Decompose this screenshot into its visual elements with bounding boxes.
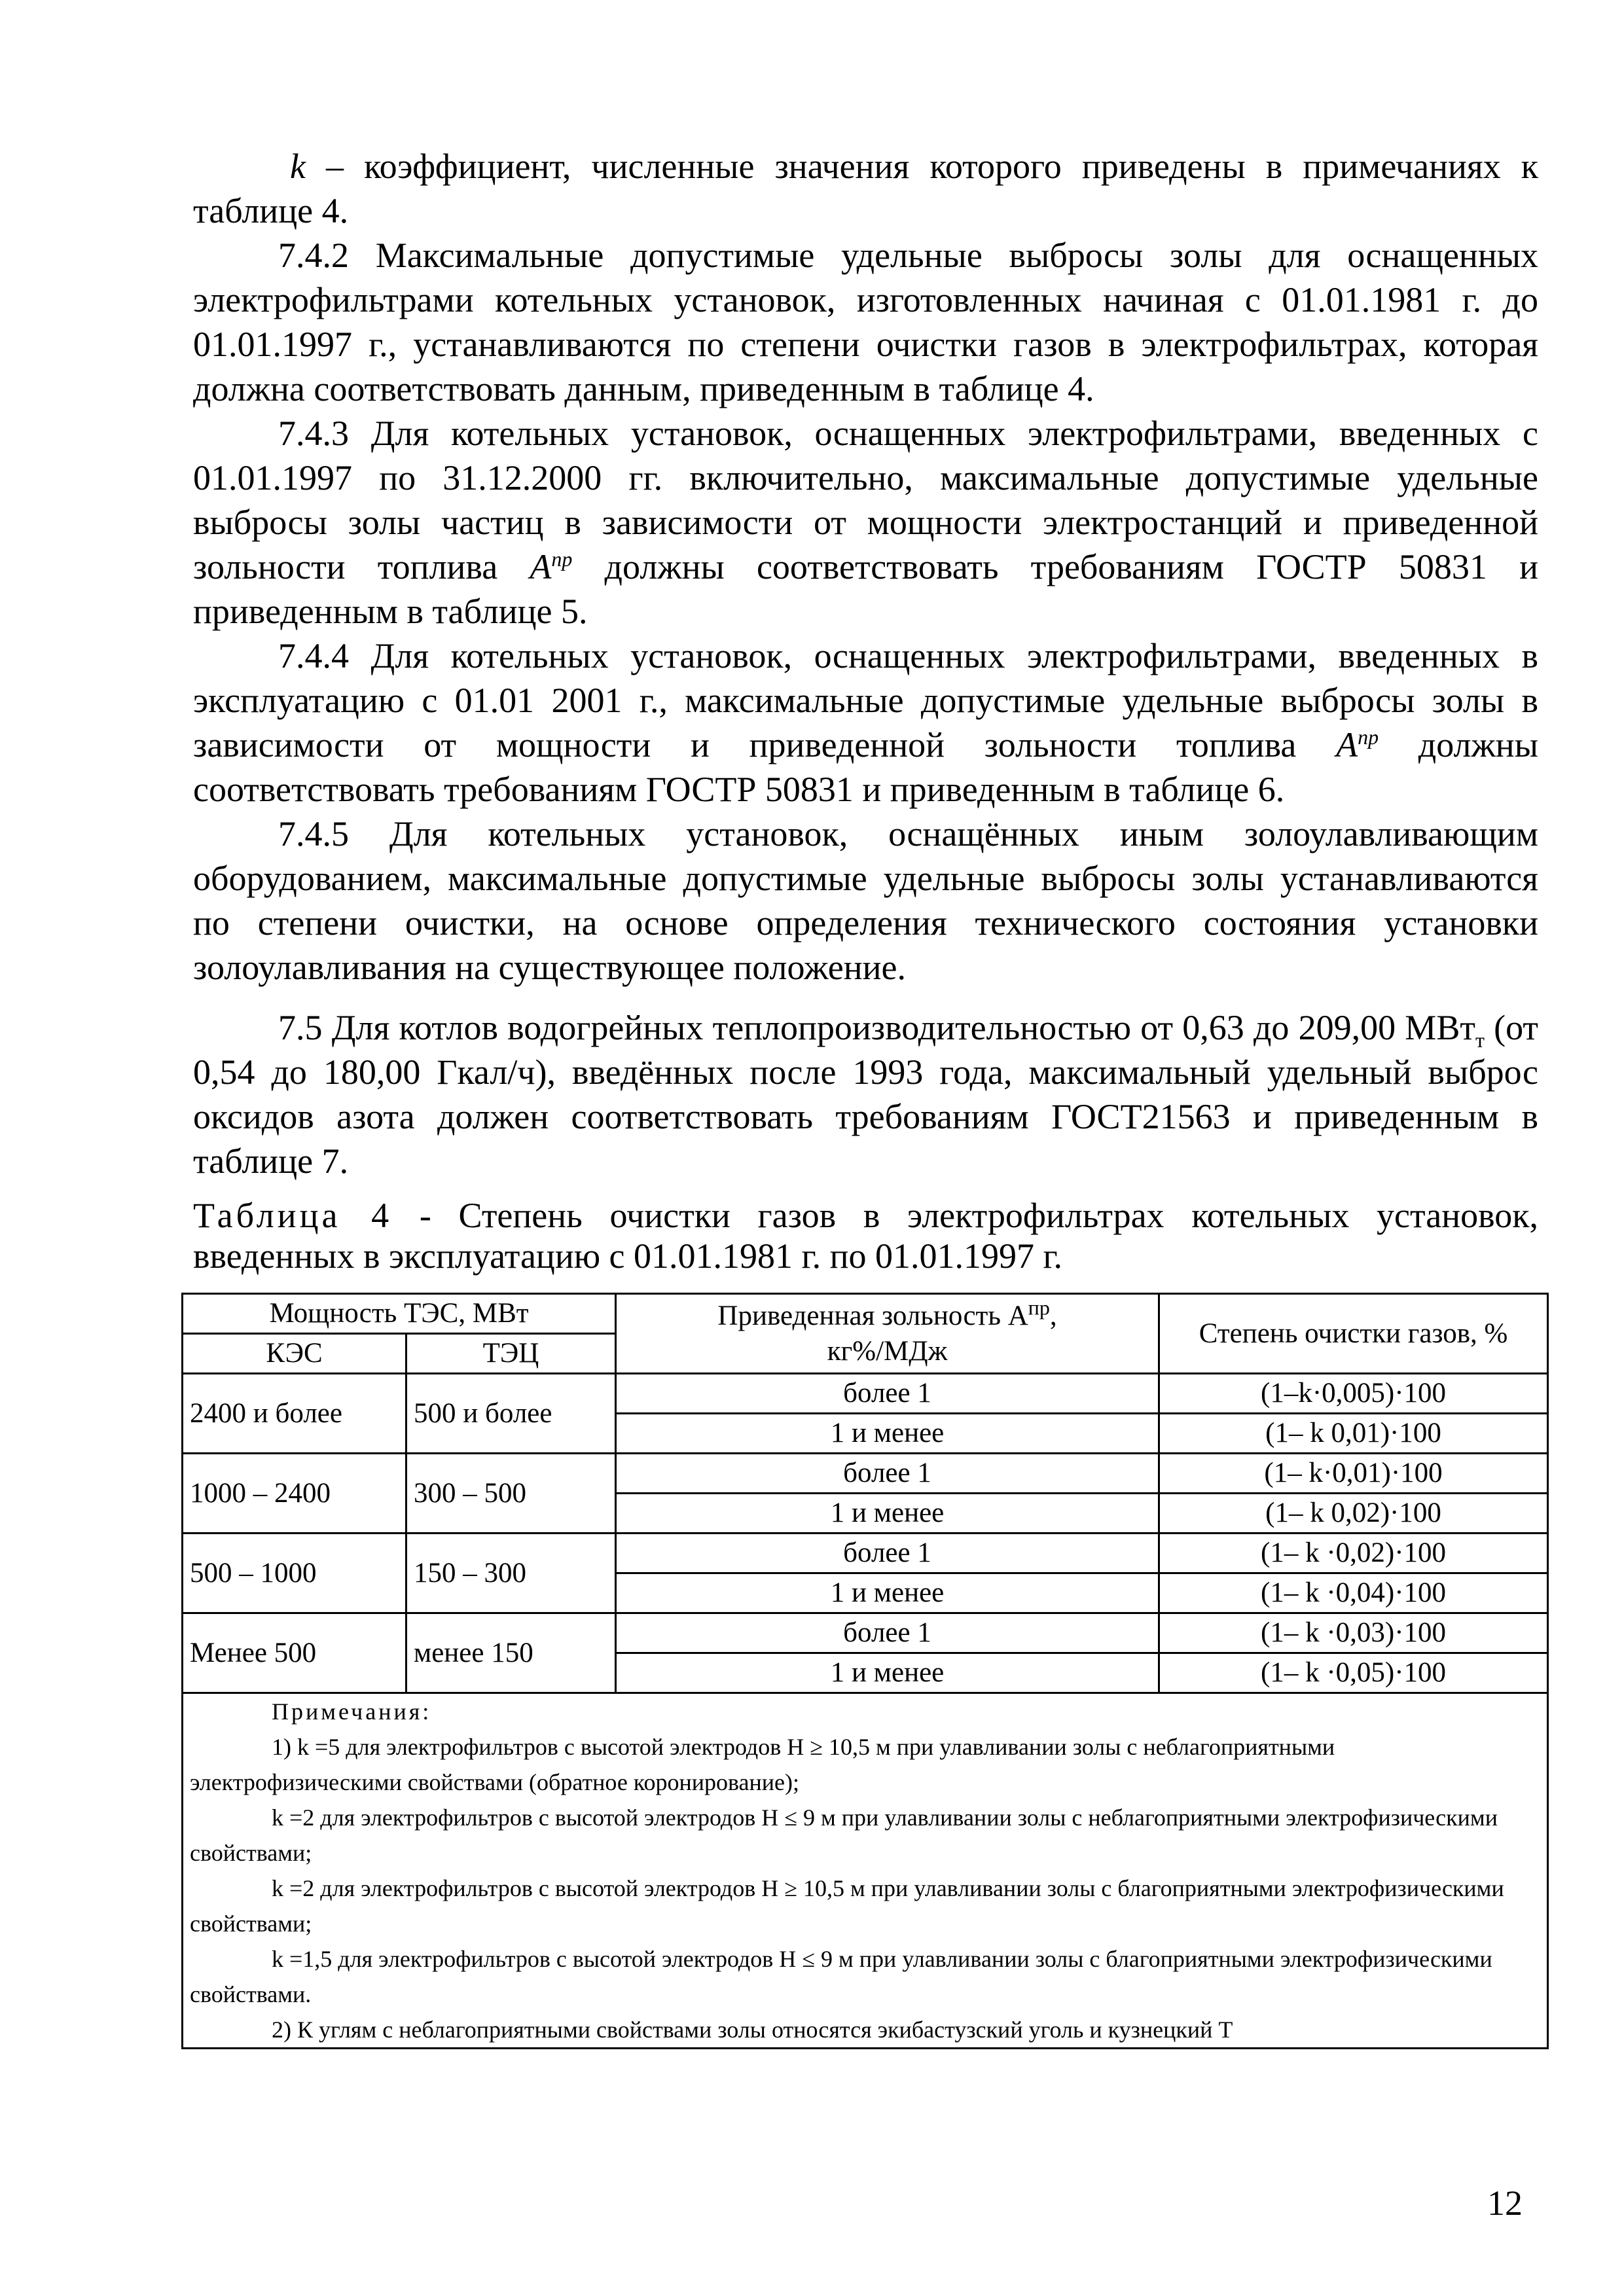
page-number: 12 — [1487, 2183, 1523, 2223]
cell-ash: более 1 — [616, 1454, 1159, 1494]
note-line: 2) К углям с неблагоприятными свойствами золы относятся экибастузский уголь и кузнецкий Т — [272, 2017, 1233, 2043]
paragraph-7-5 — [193, 1005, 1538, 1183]
header-degree: Степень очистки газов, % — [1159, 1294, 1548, 1374]
cell-degree: (1– k ·0,04)·100 — [1159, 1573, 1548, 1613]
cell-ash: более 1 — [616, 1534, 1159, 1573]
table-notes-row — [183, 1693, 1548, 2049]
cell-tec: 500 и более — [406, 1374, 616, 1454]
header-ash-comma: , — [1049, 1300, 1057, 1331]
paragraph-7-4-5: 7.4.5 Для котельных установок, оснащённых иным золоулавливающим оборудованием, максимальные допустимые удельные выбросы золы устанавливаются по степени очистки, на основе определения технического состояния установки золоулавливания на существующее положение. — [193, 814, 1538, 987]
table-row — [183, 1454, 1548, 1494]
cell-kes: 500 – 1000 — [183, 1534, 406, 1613]
table-4-caption-label: Таблица 4 — [193, 1196, 393, 1235]
cell-kes: 1000 – 2400 — [183, 1454, 406, 1534]
cell-kes: Менее 500 — [183, 1613, 406, 1693]
header-power: Мощность ТЭС, МВт — [183, 1294, 616, 1334]
cell-ash: более 1 — [616, 1374, 1159, 1414]
p744-text-a: 7.4.4 Для котельных установок, оснащенных электрофильтрами, введенных в эксплуатацию с 01.01 2001 г., максимальные допустимые удельные выбросы золы в зависимости от мощности и приведенной зольности топлива — [193, 636, 1538, 764]
table-header-row-1 — [183, 1294, 1548, 1334]
p743-superscript-text: пр — [551, 547, 573, 571]
cell-ash: 1 и менее — [616, 1494, 1159, 1534]
header-ash-line1: Приведенная зольность А — [717, 1300, 1028, 1331]
p744-text-b: должны соответствовать требованиям ГОСТР 50831 и приведенным в таблице 6. — [193, 725, 1538, 809]
p743-variable: A — [530, 547, 552, 586]
k-variable: k — [290, 147, 306, 186]
table-4-caption-text: - Степень очистки газов в электрофильтрах котельных установок, введенных в эксплуатацию с 01.01.1981 г. по 01.01.1997 г. — [193, 1196, 1538, 1276]
cell-degree: (1– k 0,02)·100 — [1159, 1494, 1548, 1534]
cell-ash: 1 и менее — [616, 1653, 1159, 1693]
p744-superscript — [1358, 725, 1379, 749]
note-line: k =2 для электрофильтров с высотой электродов H ≤ 9 м при улавливании золы с неблагоприятными электрофизическими свойствами; — [190, 1804, 1498, 1866]
cell-tec: 300 – 500 — [406, 1454, 616, 1534]
cell-degree: (1– k ·0,02)·100 — [1159, 1534, 1548, 1573]
cell-ash: более 1 — [616, 1613, 1159, 1653]
p743-text-a: 7.4.3 Для котельных установок, оснащенных электрофильтрами, введенных с 01.01.1997 по 31.12.2000 гг. включительно, максимальные допустимые удельные выбросы золы частиц в зависимости от мощности электростанций и приведенной зольности топлива — [193, 414, 1538, 586]
p744-variable: A — [1336, 725, 1358, 764]
p743-superscript — [551, 547, 572, 571]
header-ash-line2: кг%/МДж — [827, 1335, 948, 1367]
p744-superscript-text: пр — [1358, 725, 1379, 749]
note-line: k =1,5 для электрофильтров с высотой электродов H ≤ 9 м при улавливании золы с благоприятными электрофизическими свойствами. — [190, 1946, 1492, 2007]
header-kes: КЭС — [183, 1334, 406, 1374]
paragraph-7-4-3 — [193, 411, 1538, 634]
cell-degree: (1– k ·0,05)·100 — [1159, 1653, 1548, 1693]
notes-title: Примечания: — [272, 1698, 432, 1725]
cell-ash: 1 и менее — [616, 1414, 1159, 1454]
table-row — [183, 1374, 1548, 1414]
cell-tec: менее 150 — [406, 1613, 616, 1693]
table-4-caption — [193, 1195, 1538, 1276]
p75-text-b: (от 0,54 до 180,00 Гкал/ч), введённых после 1993 года, максимальный удельный выброс оксидов азота должен соответствовать требованиям ГОСТ21563 и приведенным в таблице 7. — [193, 1008, 1538, 1181]
note-line: k =2 для электрофильтров с высотой электродов H ≥ 10,5 м при улавливании золы с благоприятными электрофизическими свойствами; — [190, 1875, 1504, 1937]
p75-subscript: т — [1475, 1028, 1485, 1052]
cell-kes: 2400 и более — [183, 1374, 406, 1454]
note-line: 1) k =5 для электрофильтров с высотой электродов H ≥ 10,5 м при улавливании золы с неблагоприятными электрофизическими свойствами (обратное коронирование); — [190, 1734, 1335, 1795]
cell-degree: (1– k·0,01)·100 — [1159, 1454, 1548, 1494]
p743-text-b: должны соответствовать требованиям ГОСТР 50831 и приведенным в таблице 5. — [193, 547, 1538, 631]
paragraph-7-4-4 — [193, 634, 1538, 812]
cell-degree: (1–k·0,005)·100 — [1159, 1374, 1548, 1414]
table-row — [183, 1613, 1548, 1653]
cell-tec: 150 – 300 — [406, 1534, 616, 1613]
paragraph-k-definition — [193, 144, 1538, 233]
header-ash — [616, 1294, 1159, 1374]
cell-degree: (1– k ·0,03)·100 — [1159, 1613, 1548, 1653]
table-notes — [183, 1693, 1548, 2049]
table-4 — [181, 1293, 1549, 2049]
cell-degree: (1– k 0,01)·100 — [1159, 1414, 1548, 1454]
p75-text-a: 7.5 Для котлов водогрейных теплопроизводительностью от 0,63 до 209,00 МВт — [278, 1008, 1475, 1047]
paragraph-7-4-2: 7.4.2 Максимальные допустимые удельные выбросы золы для оснащенных электрофильтрами котельных установок, изготовленных начиная с 01.01.1981 г. до 01.01.1997 г., устанавливаются по степени очистки газов в электрофильтрах, которая должна соответствовать данным, приведенным в таблице 4. — [193, 236, 1538, 408]
header-tec: ТЭЦ — [406, 1334, 616, 1374]
body-text — [193, 144, 1538, 1276]
header-ash-superscript: пр — [1028, 1295, 1050, 1319]
k-definition-text: – коэффициент, численные значения которого приведены в примечаниях к таблице 4. — [193, 147, 1538, 230]
table-row — [183, 1534, 1548, 1573]
cell-ash: 1 и менее — [616, 1573, 1159, 1613]
